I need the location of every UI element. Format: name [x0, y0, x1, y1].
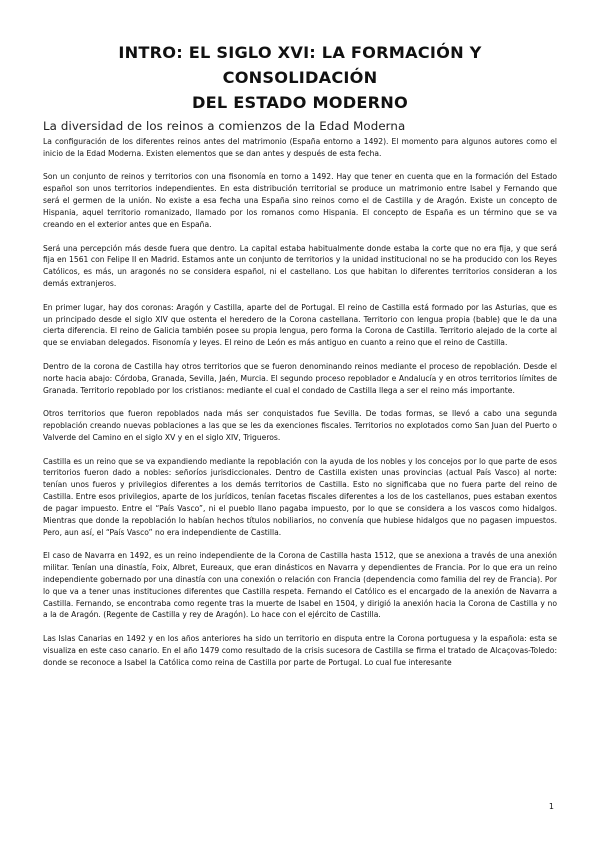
page-number: 1 — [548, 802, 554, 811]
paragraph: Será una percepción más desde fuera que dentro. La capital estaba habitualmente donde estaba la corte que no era fija, y que será fija en 1561 con Felipe II en Madrid. Estamos ante un conjunto de territorios y la unidad institucional no se ha producido con los Reyes Católicos, es más, un aragonés no se considera español, ni el castellano. Los que habitan lo diferentes territorios consideran a los demás extranjeros. — [43, 243, 557, 289]
paragraph: Dentro de la corona de Castilla hay otros territorios que se fueron denominando reinos mediante el proceso de repoblación. Desde el norte hacia abajo: Córdoba, Granada, Sevilla, Jaén, Murcia. El segundo proceso repoblador e Andalucía y en otros territorios límites de Granada. Territorio repoblado por los cristianos: mediante el cual el condado de Castilla llega a ser el reino más importante. — [43, 361, 557, 395]
paragraph: La configuración de los diferentes reinos antes del matrimonio (España entorno a 1492). El momento para algunos autores como el inicio de la Edad Moderna. Existen elementos que se dan antes y después de esta fecha. — [43, 137, 557, 158]
paragraph: El caso de Navarra en 1492, es un reino independiente de la Corona de Castilla hasta 1512, que se anexiona a través de una anexión militar. Tenían una dinastía, Foix, Albret, Eureaux, que eran dinásticos en Navarra y dependientes de Francia. Por lo que era un reino independiente gobernado por una dinastía con una conexión o relación con Francia (dependencia como familia del rey de Francia). Por lo que va a tener unas instituciones diferentes que Castilla respeta. Fernando el Católico es el encargado de la anexión de Navarra a Castilla. Fernando, se encontraba como regente tras la muerte de Isabel en 1504, y dirigió la anexión hacia la Corona de Castilla y no a la de Aragón. (Regente de Castilla y rey de Aragón). Lo hace con el ejército de Castilla. — [43, 551, 557, 620]
paragraph: Las Islas Canarias en 1492 y en los años anteriores ha sido un territorio en disputa entre la Corona portuguesa y la española: esta se visualiza en este caso canario. En el año 1479 como resultado de la crisis sucesora de Castilla se firma el tratado de Alcaçovas-Toledo: donde se reconoce a Isabel la Católica como reina de Castilla por parte de Portugal. Lo cual fue interesante — [43, 634, 557, 667]
paragraph: Son un conjunto de reinos y territorios con una fisonomía en torno a 1492. Hay que tener en cuenta que en la formación del Estado español son unos territorios independientes. En esta distribución territorial se produce un matrimonio entre Isabel y Fernando que será el germen de la unión. No existe a esa fecha una España sino reinos como el de Castilla y de Aragón. Existe un concepto de Hispania, aquel territorio romanizado, llamado por los romanos como Hispania. El concepto de España es un término que se va creando en el exterior antes que en España. — [43, 172, 557, 229]
paragraph: Otros territorios que fueron repoblados nada más ser conquistados fue Sevilla. De todas formas, se llevó a cabo una segunda repoblación creando nuevas poblaciones a las que se les da exenciones fiscales. Territorios no explotados como San Juan del Puerto o Valverde del Camino en el siglo XV y en el siglo XIV, Trigueros. — [43, 409, 557, 442]
paragraph: En primer lugar, hay dos coronas: Aragón y Castilla, aparte del de Portugal. El reino de Castilla está formado por las Asturias, que es un principado desde el siglo XIV que ostenta el heredero de la Corona castellana. Territorio con lengua propia (bable) que le da una cierta diferencia. El reino de Galicia también posee su propia lengua, pero forma la Corona de Castilla. Territorio alejado de la corte al que se enviaban delegados. Fisonomía y leyes. El reino de León es más antiguo en cuanto a reino que el reino de Castilla. — [43, 302, 557, 348]
title-line-2: DEL ESTADO MODERNO — [191, 93, 409, 112]
page-title — [43, 40, 557, 115]
paragraph: Castilla es un reino que se va expandiendo mediante la repoblación con la ayuda de los nobles y los concejos por lo que parte de esos territorios fueron dado a nobles: señoríos jurisdiccionales. Dentro de Castilla existen unas provincias (actual País Vasco) al norte: tenían unos fueros y privilegios diferentes a los demás territorios de Castilla. Esto no significaba que no fuera parte del reino de Castilla. Entre esos privilegios, aparte de los jurídicos, tenían facetas fiscales diferentes a los de los castellanos, pues estaban exentos de pagar impuesto. Entre el “País Vasco”, ni el pueblo llano pagaba impuesto, por lo que se considera a los vascos como hidalgos. Mientras que donde la repoblación lo habían hechos títulos nobiliarios, no convenía que hubiese hidalgos que no pagasen impuestos. Pero, aun así, el “País Vasco” no era independiente de Castilla. — [43, 456, 557, 537]
section-subtitle: La diversidad de los reinos a comienzos de la Edad Moderna — [43, 119, 406, 133]
title-line-1: INTRO: EL SIGLO XVI: LA FORMACIÓN Y CONSOLIDACIÓN — [118, 43, 482, 87]
